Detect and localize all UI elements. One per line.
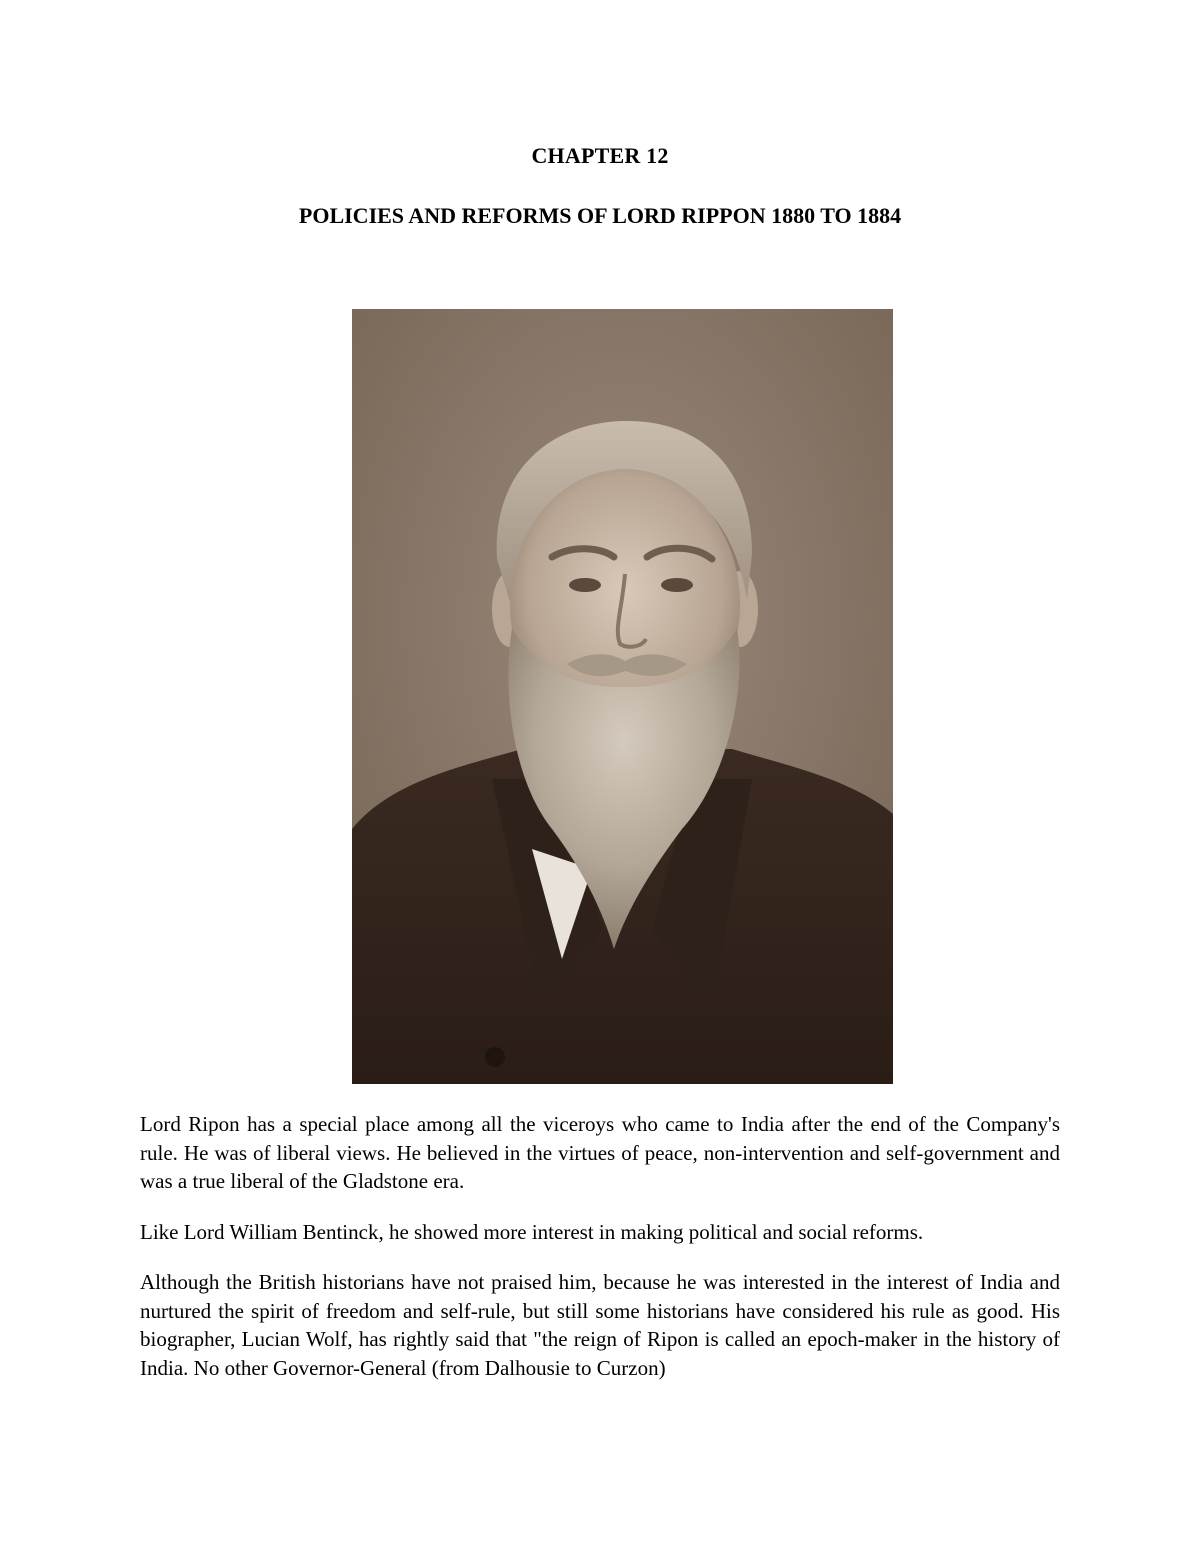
coat-button — [485, 1047, 505, 1067]
paragraph: Like Lord William Bentinck, he showed more interest in making political and social reforms. — [140, 1219, 924, 1244]
chapter-title: CHAPTER 12 — [531, 143, 669, 168]
portrait-photo — [352, 309, 893, 1084]
portrait-illustration — [352, 309, 893, 1084]
paragraph: Although the British historians have not praised him, because he was interested in the interest of India and nurtured the spirit of freedom and self-rule, but still some historians have considered his rule as good. His biographer, Lucian Wolf, has rightly said that "the reign of Ripon is called an epoch-maker in the history of India. No other Governor-General (from Dalhousie to Curzon) — [140, 1270, 1060, 1380]
chapter-subtitle: POLICIES AND REFORMS OF LORD RIPPON 1880 TO 1884 — [298, 203, 902, 228]
left-eye — [569, 578, 601, 592]
paragraph: Lord Ripon has a special place among all the viceroys who came to India after the end of the Company's rule. He was of liberal views. He believed in the virtues of peace, non-intervention and self-government and was a true liberal of the Gladstone era. — [140, 1112, 1060, 1193]
body-text — [140, 1110, 1060, 1404]
right-eye — [661, 578, 693, 592]
